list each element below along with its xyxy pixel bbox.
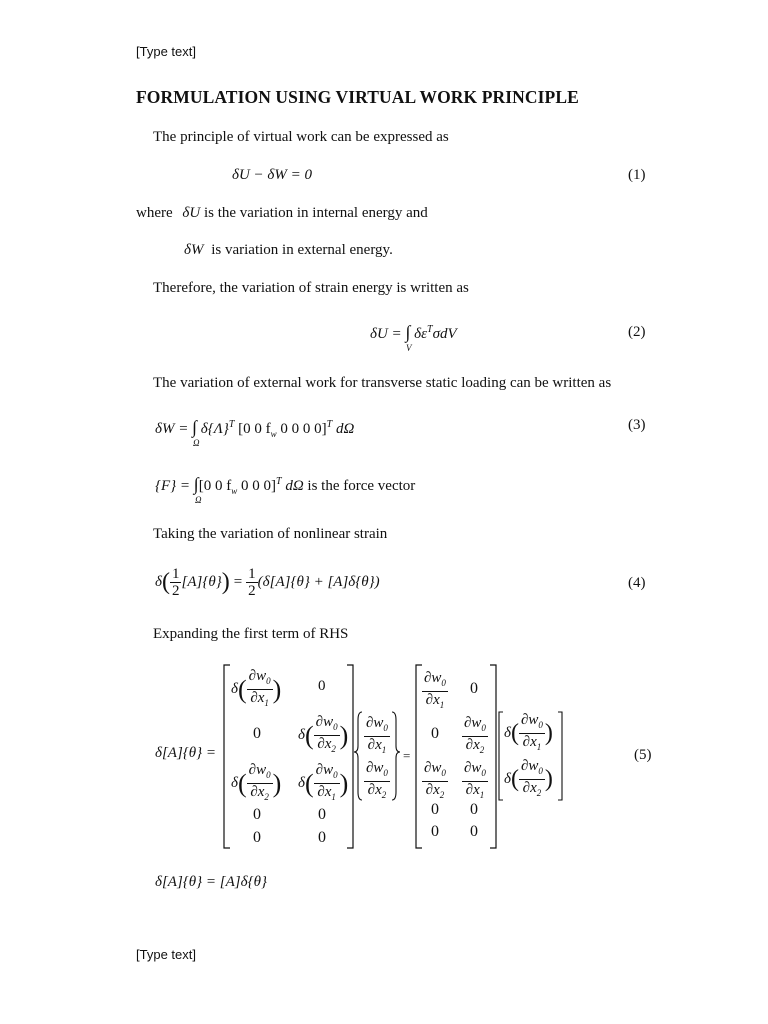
equation-number-2: (2) bbox=[628, 324, 646, 340]
subscript: 1 bbox=[264, 698, 269, 708]
partial-fraction bbox=[247, 762, 273, 805]
subscript: 0 bbox=[441, 768, 446, 778]
subscript: 0 bbox=[481, 723, 486, 733]
subscript: 2 bbox=[381, 790, 387, 800]
delta: δ bbox=[298, 727, 305, 743]
force-tail: dΩ bbox=[285, 478, 304, 494]
where-prefix: where bbox=[136, 205, 173, 221]
partial-x: ∂x bbox=[425, 692, 440, 708]
partial-x: ∂x bbox=[367, 782, 382, 798]
eq2-integrand: δε bbox=[414, 326, 428, 342]
subscript: 2 bbox=[479, 745, 485, 755]
symbol-dU: δU bbox=[182, 205, 201, 221]
force-vector: [0 0 f bbox=[198, 478, 232, 494]
eq3-body: δ{Λ} bbox=[200, 421, 229, 437]
partial-w: ∂w bbox=[248, 668, 267, 684]
subscript: 0 bbox=[383, 768, 388, 778]
eq2-sup: T bbox=[427, 324, 433, 335]
double-integral-sign: ∫ bbox=[193, 474, 199, 494]
final-identity-equation: δ[A]{θ} = [A]δ{θ} bbox=[155, 874, 267, 890]
eq4-rhs-body: (δ[A]{θ} + [A]δ{θ}) bbox=[257, 574, 380, 590]
paren-open: ( bbox=[237, 674, 247, 704]
paragraph-strain-energy: Therefore, the variation of strain energy is written as bbox=[153, 280, 469, 296]
force-sup: T bbox=[276, 476, 282, 487]
partial-w: ∂w bbox=[520, 758, 539, 774]
paren-open: ( bbox=[304, 720, 314, 750]
matrix-b-r2c2 bbox=[462, 715, 488, 758]
page-header: [Type text] bbox=[136, 44, 196, 59]
partial-x: ∂x bbox=[250, 690, 265, 706]
delta: δ bbox=[298, 775, 305, 791]
partial-w: ∂w bbox=[520, 712, 539, 728]
paren-close: ) bbox=[339, 720, 349, 750]
equals-sign: = bbox=[233, 574, 243, 590]
delta: δ bbox=[231, 775, 238, 791]
fraction-numerator: 1 bbox=[171, 566, 180, 582]
where-description: is the variation in internal energy and bbox=[203, 205, 428, 221]
subscript: 0 bbox=[266, 676, 271, 686]
delta-theta-r2 bbox=[504, 758, 553, 801]
section-title: FORMULATION USING VIRTUAL WORK PRINCIPLE bbox=[136, 87, 579, 107]
paragraph-nonlinear-strain: Taking the variation of nonlinear strain bbox=[153, 526, 388, 542]
matrix-b-r1c2: 0 bbox=[470, 680, 478, 697]
paren-open: ( bbox=[304, 768, 314, 798]
partial-x: ∂x bbox=[465, 737, 480, 753]
eq3-fsub: w bbox=[270, 429, 277, 439]
force-vector-end: 0 0 0] bbox=[237, 478, 276, 494]
eq3-vector: [0 0 f bbox=[238, 421, 271, 437]
delta: δ bbox=[504, 771, 511, 787]
subscript: 0 bbox=[266, 770, 271, 780]
eq3-lhs: δW = bbox=[155, 421, 189, 437]
paren-close: ) bbox=[544, 720, 553, 746]
partial-x: ∂x bbox=[522, 780, 537, 796]
page-footer: [Type text] bbox=[136, 947, 196, 962]
matrix-b-r4c1: 0 bbox=[431, 801, 439, 818]
partial-fraction bbox=[247, 668, 273, 711]
subscript: 0 bbox=[333, 722, 338, 732]
theta-vector-r2 bbox=[364, 760, 390, 803]
theta-vector-r1 bbox=[364, 715, 390, 758]
matrix-a-r2c2 bbox=[298, 714, 348, 757]
symbol-dW: δW bbox=[184, 242, 204, 258]
subscript: 0 bbox=[441, 678, 446, 688]
subscript: 2 bbox=[536, 788, 542, 798]
subscript: 2 bbox=[439, 790, 445, 800]
subscript: 1 bbox=[479, 790, 485, 800]
fraction-numerator: 1 bbox=[248, 566, 256, 582]
matrix-b-r2c1: 0 bbox=[431, 725, 439, 742]
paren-close: ) bbox=[221, 569, 230, 595]
eq3-sup: T bbox=[228, 419, 235, 430]
partial-x: ∂x bbox=[522, 734, 537, 750]
eq3-lower-limit: Ω bbox=[193, 438, 200, 448]
partial-w: ∂w bbox=[424, 670, 442, 686]
eq2-rest: σdV bbox=[432, 326, 457, 342]
matrix-a-r2c1: 0 bbox=[253, 725, 261, 742]
partial-x: ∂x bbox=[317, 736, 332, 752]
paren-open: ( bbox=[237, 768, 247, 798]
matrix-a-r3c1 bbox=[231, 762, 281, 805]
matrix-b-r5c2: 0 bbox=[470, 823, 478, 840]
equation-number-1: (1) bbox=[628, 167, 646, 183]
force-fsub: w bbox=[231, 486, 238, 496]
delta: δ bbox=[231, 681, 238, 697]
subscript: 2 bbox=[331, 744, 336, 754]
delta: δ bbox=[504, 725, 511, 741]
paren-close: ) bbox=[272, 768, 282, 798]
eq3-vector-end: 0 0 0 0] bbox=[276, 421, 327, 437]
subscript: 2 bbox=[264, 792, 269, 802]
paren-open: ( bbox=[161, 569, 170, 595]
delta-theta-r1 bbox=[504, 712, 553, 755]
partial-x: ∂x bbox=[425, 782, 440, 798]
subscript: 0 bbox=[538, 766, 543, 776]
eq2-lower-limit: V bbox=[406, 343, 412, 353]
subscript: 1 bbox=[536, 742, 542, 752]
eq5-lhs: δ[A]{θ} = bbox=[155, 745, 217, 761]
partial-w: ∂w bbox=[424, 760, 442, 776]
matrix-a-r1c2: 0 bbox=[318, 678, 326, 694]
partial-w: ∂w bbox=[464, 715, 482, 731]
eq2-lhs: δU = bbox=[370, 326, 402, 342]
eq4-delta: δ bbox=[155, 574, 162, 590]
paren-open: ( bbox=[510, 720, 519, 746]
matrix-a-r5c1: 0 bbox=[253, 829, 261, 846]
equation-number-3: (3) bbox=[628, 417, 646, 433]
equation-number-5: (5) bbox=[634, 747, 652, 763]
partial-w: ∂w bbox=[366, 760, 384, 776]
matrix-a-r3c2 bbox=[298, 762, 348, 805]
paren-close: ) bbox=[339, 768, 349, 798]
matrix-b-r3c2 bbox=[462, 760, 488, 803]
paragraph-external-work: The variation of external work for transverse static loading can be written as bbox=[153, 375, 612, 391]
matrix-a-r4c2: 0 bbox=[318, 806, 326, 823]
partial-w: ∂w bbox=[315, 762, 334, 778]
eq4-lhs-body: [A]{θ} bbox=[181, 574, 222, 590]
paren-open: ( bbox=[510, 766, 519, 792]
matrix-a-r5c2: 0 bbox=[318, 829, 326, 846]
matrix-a-r4c1: 0 bbox=[253, 806, 261, 823]
subscript: 0 bbox=[538, 720, 543, 730]
subscript: 0 bbox=[383, 723, 388, 733]
matrix-a-r1c1 bbox=[231, 668, 281, 711]
equation-1: δU − δW = 0 bbox=[232, 167, 313, 183]
integral-sign: ∫ bbox=[405, 322, 411, 342]
partial-w: ∂w bbox=[464, 760, 482, 776]
subscript: 0 bbox=[333, 770, 338, 780]
matrix-b-r4c2: 0 bbox=[470, 801, 478, 818]
fraction-denominator: 2 bbox=[171, 583, 180, 599]
partial-fraction bbox=[314, 762, 340, 805]
fraction-denominator: 2 bbox=[248, 583, 256, 599]
force-suffix: is the force vector bbox=[307, 478, 416, 494]
subscript: 1 bbox=[381, 745, 387, 755]
matrix-b-r5c1: 0 bbox=[431, 823, 439, 840]
paren-close: ) bbox=[544, 766, 553, 792]
partial-w: ∂w bbox=[366, 715, 384, 731]
paragraph-intro: The principle of virtual work can be expressed as bbox=[153, 129, 449, 145]
partial-x: ∂x bbox=[465, 782, 480, 798]
subscript: 1 bbox=[439, 700, 445, 710]
force-lower-limit: Ω bbox=[195, 495, 202, 505]
integral-sign: ∫ bbox=[192, 417, 198, 437]
partial-fraction bbox=[314, 714, 340, 757]
eq3-sup2: T bbox=[326, 419, 333, 430]
subscript: 0 bbox=[481, 768, 486, 778]
partial-x: ∂x bbox=[367, 737, 382, 753]
partial-x: ∂x bbox=[317, 784, 332, 800]
partial-w: ∂w bbox=[248, 762, 267, 778]
partial-w: ∂w bbox=[315, 714, 334, 730]
where-description-2: is variation in external energy. bbox=[211, 242, 393, 258]
force-lhs: {F} = bbox=[155, 478, 191, 494]
equation-number-4: (4) bbox=[628, 575, 646, 591]
equals-sign: = bbox=[403, 748, 411, 763]
paren-close: ) bbox=[272, 674, 282, 704]
matrix-b-r1c1 bbox=[422, 670, 448, 713]
matrix-b-r3c1 bbox=[422, 760, 448, 803]
paragraph-expanding: Expanding the first term of RHS bbox=[153, 626, 349, 642]
eq3-tail: dΩ bbox=[335, 421, 355, 437]
subscript: 1 bbox=[331, 792, 336, 802]
partial-x: ∂x bbox=[250, 784, 265, 800]
